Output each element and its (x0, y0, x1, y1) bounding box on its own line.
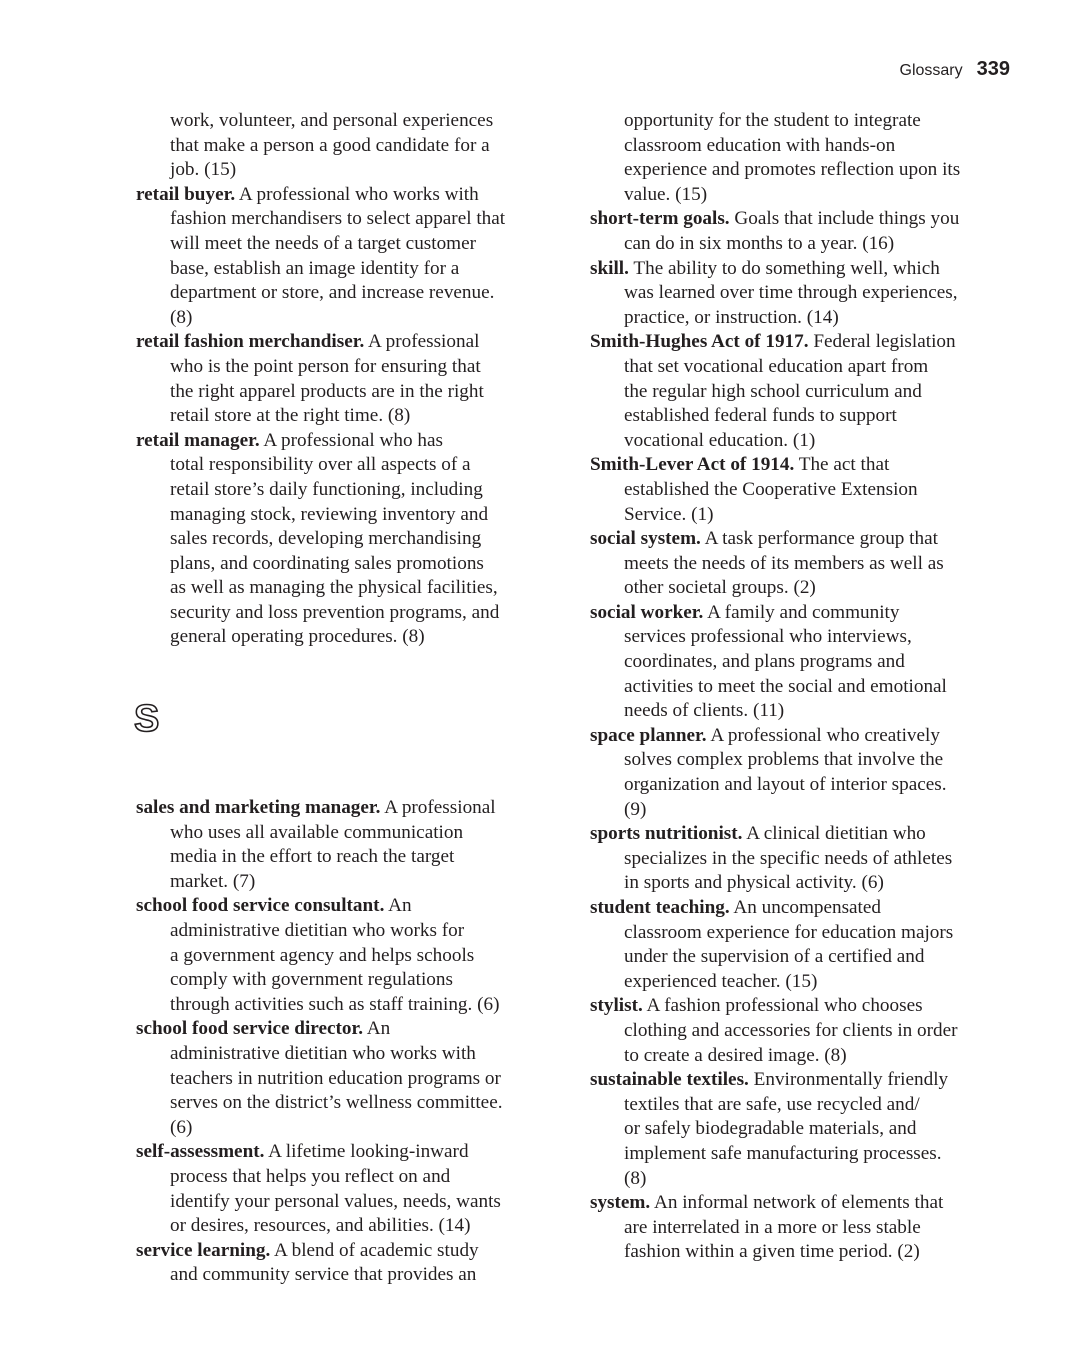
glossary-term: stylist. (590, 995, 643, 1017)
glossary-entry-sales-and-marketing-manager (136, 796, 576, 894)
entry-line: that make a person a good candidate for a (170, 134, 490, 156)
definition-text: A family and community (703, 601, 900, 623)
entry-line: clothing and accessories for clients in order (624, 1019, 958, 1041)
entry-line: general operating procedures. (8) (170, 626, 425, 648)
entry-line: as well as managing the physical facilities, (170, 577, 498, 599)
entry-line: teachers in nutrition education programs or (170, 1067, 501, 1089)
entry-line: or safely biodegradable materials, and (624, 1118, 917, 1140)
entry-line: administrative dietitian who works for (170, 920, 465, 942)
glossary-term: retail manager. (136, 429, 260, 451)
glossary-term: skill. (590, 257, 629, 279)
entry-line: vocational education. (1) (624, 429, 816, 451)
continued-entry (590, 109, 1030, 207)
entry-line: to create a desired image. (8) (624, 1044, 847, 1066)
entry-line: established the Cooperative Extension (624, 478, 918, 500)
letter-section-heading (136, 650, 576, 796)
definition-text: A lifetime looking-inward (264, 1141, 469, 1163)
glossary-term: social worker. (590, 601, 704, 623)
definition-text: A professional (380, 797, 496, 819)
entry-line: was learned over time through experiences, (624, 282, 958, 304)
glossary-term: Smith-Hughes Act of 1917. (590, 331, 809, 353)
entry-line: practice, or instruction. (14) (624, 306, 839, 328)
section-title: Glossary (899, 62, 963, 79)
definition-text: A clinical dietitian who (742, 823, 926, 845)
entry-line: activities to meet the social and emotional (624, 675, 947, 697)
entry-line: work, volunteer, and personal experiences (170, 110, 494, 131)
definition-text: A professional who creatively (706, 724, 940, 746)
entry-line: (8) (624, 1167, 647, 1189)
entry-line: or desires, resources, and abilities. (14) (170, 1215, 471, 1237)
definition-text: An uncompensated (729, 897, 881, 918)
definition-text: A professional who has (259, 429, 443, 451)
left-column (136, 109, 576, 1288)
glossary-term: retail fashion merchandiser. (136, 331, 365, 353)
glossary-entry-school-food-service-director (136, 1017, 576, 1140)
entry-line: fashion merchandisers to select apparel that (170, 208, 506, 230)
entry-line: value. (15) (624, 183, 708, 205)
entry-line: the regular high school curriculum and (624, 380, 922, 402)
entry-line: process that helps you reflect on and (170, 1165, 451, 1187)
glossary-entry-student-teaching (590, 896, 1030, 994)
definition-text: A fashion professional who chooses (642, 995, 923, 1017)
entry-line: job. (15) (170, 159, 237, 181)
glossary-entry-sports-nutritionist (590, 822, 1030, 896)
page-number: 339 (976, 58, 1010, 80)
entry-line: and community service that provides an (170, 1264, 477, 1286)
glossary-entry-smith-hughes-act (590, 330, 1030, 453)
entry-line: who uses all available communication (170, 821, 464, 843)
continued-entry (136, 109, 576, 183)
entry-line: (6) (170, 1116, 193, 1138)
entry-line: department or store, and increase revenue. (170, 282, 495, 304)
glossary-term: system. (590, 1192, 651, 1214)
entry-line: in sports and physical activity. (6) (624, 872, 884, 894)
glossary-term: self-assessment. (136, 1141, 265, 1163)
glossary-entry-retail-fashion-merchandiser (136, 330, 576, 428)
entry-line: identify your personal values, needs, wants (170, 1190, 501, 1212)
definition-text: The ability to do something well, which (628, 257, 940, 279)
entry-line: solves complex problems that involve the (624, 749, 944, 771)
entry-line: retail store at the right time. (8) (170, 405, 411, 427)
entry-line: are interrelated in a more or less stable (624, 1216, 921, 1238)
section-letter: S (134, 698, 160, 741)
definition-text: An (363, 1018, 391, 1040)
running-head (900, 58, 1011, 81)
entry-line: meets the needs of its members as well as (624, 552, 944, 574)
glossary-entry-retail-buyer (136, 183, 576, 331)
entry-line: services professional who interviews, (624, 626, 912, 648)
glossary-term: sports nutritionist. (590, 823, 743, 845)
entry-line: retail store’s daily functioning, including (170, 478, 483, 500)
definition-text: A blend of academic study (270, 1239, 479, 1261)
definition-text: An informal network of elements that (650, 1192, 944, 1214)
glossary-entry-system (590, 1191, 1030, 1265)
definition-text: A professional (364, 331, 480, 353)
entry-line: serves on the district’s wellness committee. (170, 1092, 503, 1114)
entry-line: through activities such as staff training. (6) (170, 993, 500, 1015)
glossary-term: Smith-Lever Act of 1914. (590, 454, 795, 476)
entry-line: under the supervision of a certified and (624, 946, 925, 968)
definition-text: Goals that include things you (729, 208, 960, 230)
glossary-entry-space-planner (590, 724, 1030, 822)
entry-line: market. (7) (170, 870, 256, 892)
entry-line: specializes in the specific needs of athletes (624, 847, 953, 869)
glossary-entry-skill (590, 257, 1030, 331)
entry-line: classroom education with hands-on (624, 134, 896, 156)
entry-line: media in the effort to reach the target (170, 846, 455, 868)
glossary-entry-social-system (590, 527, 1030, 601)
entry-line: established federal funds to support (624, 405, 897, 427)
entry-line: experience and promotes reflection upon its (624, 159, 961, 181)
definition-text: Federal legislation (808, 331, 956, 353)
entry-line: classroom experience for education majors (624, 921, 954, 943)
definition-text: The act that (794, 454, 890, 476)
glossary-term: short-term goals. (590, 208, 730, 230)
glossary-term: sustainable textiles. (590, 1069, 749, 1091)
definition-text: An (384, 895, 412, 917)
glossary-term: service learning. (136, 1239, 271, 1261)
definition-text: A professional who works with (235, 183, 479, 205)
entry-line: base, establish an image identity for a (170, 257, 460, 279)
definition-text: A task performance group that (700, 528, 938, 550)
entry-line: who is the point person for ensuring that (170, 355, 481, 377)
glossary-entry-social-worker (590, 601, 1030, 724)
definition-text: Environmentally friendly (748, 1069, 949, 1091)
entry-line: plans, and coordinating sales promotions (170, 552, 484, 574)
glossary-entry-short-term-goals (590, 207, 1030, 256)
entry-line: a government agency and helps schools (170, 944, 475, 966)
glossary-entry-school-food-service-consultant (136, 894, 576, 1017)
entry-line: managing stock, reviewing inventory and (170, 503, 489, 525)
glossary-entry-smith-lever-act (590, 453, 1030, 527)
entry-line: total responsibility over all aspects of a (170, 454, 471, 476)
entry-line: Service. (1) (624, 503, 714, 525)
glossary-entry-sustainable-textiles (590, 1068, 1030, 1191)
entry-line: experienced teacher. (15) (624, 970, 818, 992)
glossary-term: student teaching. (590, 897, 730, 918)
entry-line: will meet the needs of a target customer (170, 232, 477, 254)
entry-line: that set vocational education apart from (624, 355, 929, 377)
entry-line: implement safe manufacturing processes. (624, 1142, 942, 1164)
glossary-term: sales and marketing manager. (136, 797, 381, 819)
entry-line: textiles that are safe, use recycled and/ (624, 1093, 920, 1115)
glossary-entry-service-learning (136, 1239, 576, 1288)
glossary-entry-self-assessment (136, 1140, 576, 1238)
entry-line: comply with government regulations (170, 969, 453, 991)
entry-line: other societal groups. (2) (624, 577, 816, 599)
entry-line: organization and layout of interior spaces. (624, 774, 947, 796)
entry-line: sales records, developing merchandising (170, 528, 482, 550)
entry-line: (8) (170, 306, 193, 328)
glossary-term: space planner. (590, 724, 707, 746)
glossary-term: social system. (590, 528, 701, 550)
glossary-entry-retail-manager (136, 429, 576, 650)
entry-line: administrative dietitian who works with (170, 1043, 476, 1064)
right-column (590, 109, 1030, 1265)
entry-line: the right apparel products are in the right (170, 380, 484, 402)
entry-line: coordinates, and plans programs and (624, 651, 905, 673)
glossary-term: school food service director. (136, 1018, 364, 1040)
glossary-term: retail buyer. (136, 183, 236, 205)
glossary-entry-stylist (590, 994, 1030, 1068)
entry-line: fashion within a given time period. (2) (624, 1241, 920, 1263)
entry-line: (9) (624, 798, 647, 820)
glossary-term: school food service consultant. (136, 895, 385, 917)
entry-line: can do in six months to a year. (16) (624, 232, 895, 254)
entry-line: opportunity for the student to integrate (624, 110, 921, 131)
entry-line: needs of clients. (11) (624, 700, 785, 722)
entry-line: security and loss prevention programs, and (170, 601, 500, 623)
